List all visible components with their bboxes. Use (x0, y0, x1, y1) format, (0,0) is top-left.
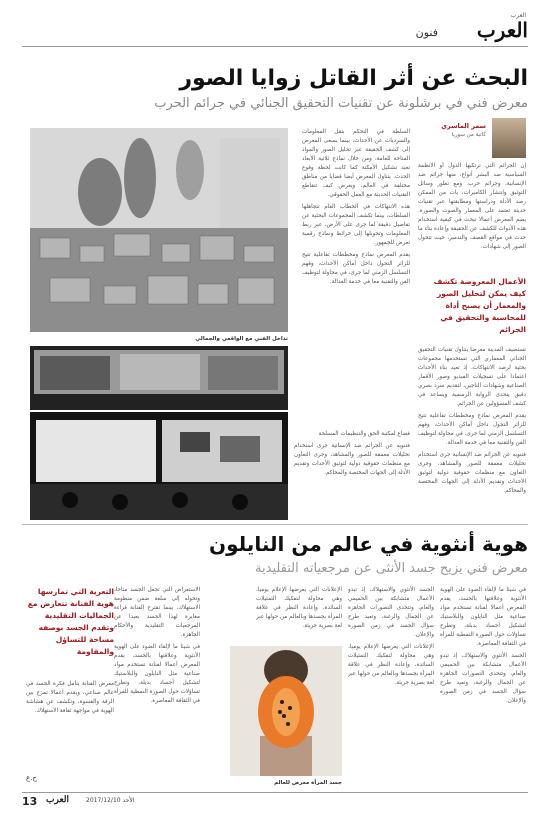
author-photo (492, 118, 526, 158)
section-divider (22, 524, 528, 525)
article1-column-right: إن الجرائم التي ترتكبها الدول أو الأنظمة السياسية ضد البشر أنواع، منها جرائم ضد الإنسانية، وجرائم حرب. ومع تطور وسائل التوثيق وانتشار الكاميرات، بات من الممكن رصد الأدلة ودراستها ومطابقتها عبر تقنيات حديثة تعتمد على المعمار والصوت والصورة. يضم المعرض أعمالا تبحث في كيفية استخدام هذه الأدوات للكشف عن الحقيقة وإعادة بناء ما حدث في مواقع القصف والتدمير، حيث تتحول الصور إلى شهادات. (418, 163, 526, 250)
author-box (426, 118, 526, 158)
author-name: سمر الماسري (441, 122, 486, 130)
newspaper-logo: العرب (476, 18, 528, 42)
image3-caption: جسد المرأة معرض للعالم (274, 780, 342, 786)
image1-caption: تداخل الفني مع الواقعي والجمالي (195, 336, 288, 342)
page-footer (22, 792, 528, 807)
article1-title: البحث عن أثر القاتل زوايا الصور (179, 66, 528, 91)
article2-column-1: في شيئا ما لإلقاء الضوء على الهوية الأنثوية وعلاقتها بالجسد، يقدم المعرض أعمالا لفنانة تستخدم مواد صناعية مثل النايلون والبلاستيك لتشكيل أجساد بديلة، وتطرح تساؤلات حول الصورة النمطية للمرأة في الثقافة المعاصرة. الجسد الأنثوي والاستهلاك، إذ تبدو الأعمال متشابكة بين الحميمي والعام، وتتحدى التصورات الجاهزة عن الجمال والرغبة، وتعيد طرح سؤال الجسد في زمن الصورة والإعلان. (440, 587, 526, 704)
article1-column-mid: السلطة في التحكم بنقل المعلومات والسرديات عن الأحداث، بينما يسعى المعرض إلى كشف الحقيقة عبر تحليل الصور والمواد المتاحة للعامة، ومن خلال نماذج ثلاثية الأبعاد تعيد تشكيل الأمكنة كما كانت لحظة وقوع الحدث. يتناول المعرض أيضا قضايا من مناطق مختلفة في العالم، ويعرض كيف تتقاطع التقنيات الحديثة مع العمل الحقوقي. هذه الانتهاكات في الخطاب العام تتجاهلها السلطات، بينما تكشف المجموعات البحثية عن تفاصيل دقيقة لما جرى على الأرض، عبر ربط المعلومات وتحويلها إلى خرائط ونماذج رقمية تعرض للجمهور. يقدم المعرض نماذج ومخططات تفاعلية تتيح للزائر التجول داخل أماكن الأحداث، وفهم التسلسل الزمني لما جرى، في محاولة لتوظيف الفن والتقنية معا في خدمة العدالة. (302, 129, 410, 285)
logo-caption: العرب (510, 12, 526, 19)
article2-subtitle: معرض فني يزيح جسد الأنثى عن مرجعياته التقليدية (255, 561, 528, 576)
article1-column-bottom-right: فضاع لمكتبة الحق والتنظيمات المسلحة فتنويه عن الجرائم ضد الإنسانية جرى استخدام تحليلات معمقة للصور والمشاهد، وجرى التعاون مع منظمات حقوقية دولية لتوثيق الأحداث وتقديم الأدلة إلى الجهات المختصة والمحاكم. (294, 431, 410, 476)
article2-pull-quote: التعرية التي تمارسها هوية الفنانة تتعارض مع الجماليات التقليدية وتقدم الجسد بوصفه مساحة للتساؤل والمقاومة (27, 587, 114, 656)
exhibition-hall-image (30, 412, 288, 520)
page-header (22, 14, 528, 47)
page-number: 13 (22, 795, 38, 808)
author-role: كاتبة من سوريا (451, 132, 486, 138)
article2-column-2: الجسد الأنثوي والاستهلاك، إذ تبدو الأعمال متشابكة بين الحميمي والعام، وتتحدى التصورات الجاهزة عن الجمال والرغبة، وتعيد طرح سؤال الجسد في زمن الصورة والإعلان. الإعلانات التي يعرضها الإعلام يوميا، وهي محاولة لتفكيك التمثيلات السائدة، وإعادة النظر في علاقة المرأة بجسدها وبالعالم من حولها عبر لغة بصرية جريئة. (348, 587, 434, 686)
article1-subtitle: معرض فني في برشلونة عن تقنيات التحقيق الجنائي في جرائم الحرب (154, 96, 528, 111)
ruined-city-model-image (30, 128, 288, 332)
article2-column-4: الاستعراض التي تجعل الجسد متاحا، وتحوله إلى سلعة ضمن منظومة الاستهلاك، بينما تقترح الفنانة قراءة مغايرة لهذا الجسد بعيدا عن المرجعيات التقليدية والأحكام الجاهزة. في شيئا ما لإلقاء الضوء على الهوية الأنثوية وعلاقتها بالجسد، يقدم المعرض أعمالا لفنانة تستخدم مواد صناعية مثل النايلون والبلاستيك لتشكيل أجساد بديلة، وتطرح تساؤلات حول الصورة النمطية للمرأة في الثقافة المعاصرة. (114, 587, 200, 704)
section-label: فنون (415, 26, 438, 39)
article2-column-3: الإعلانات التي يعرضها الإعلام يوميا، وهي محاولة لتفكيك التمثيلات السائدة، وإعادة النظر في علاقة المرأة بجسدها وبالعالم من حولها عبر لغة بصرية جريئة. (256, 587, 342, 629)
article1-pull-quote: الأعمال المعروضة تكشف كيف يمكن لتحليل الصور والمعمار أن يصبح أداة للمحاسبة والتحقيق في الجرائم (433, 277, 526, 334)
article1-column-right2: تستضيف المدينة معرضا يتناول تقنيات التحقيق الجنائي المعماري التي تستخدمها مجموعات بحثية لرصد الانتهاكات، إذ تعيد بناء الأحداث اعتمادا على تسجيلات الفيديو وصور الأقمار الصناعية وشهادات الناجين، لتقديم سرد بصري دقيق يتحدى الرواية الرسمية ويساعد في كشف المسؤولين عن الجرائم. يقدم المعرض نماذج ومخططات تفاعلية تتيح للزائر التجول داخل أماكن الأحداث، وفهم التسلسل الزمني لما جرى، في محاولة لتوظيف الفن والتقنية معا في خدمة العدالة. فتنويه عن الجرائم ضد الإنسانية جرى استخدام تحليلات معمقة للصور والمشاهد، وجرى التعاون مع منظمات حقوقية دولية لتوثيق الأحداث وتقديم الأدلة إلى الجهات المختصة والمحاكم. (418, 347, 526, 494)
footer-logo: العرب (46, 795, 70, 805)
signature: ح.ع (26, 774, 37, 782)
article2-column-5: معرض الفنانة يتأمل فكرة الجسد في عالم صناعي، ويقدم أعمالا تمزج بين الرقة والقسوة، وتكشف عن هشاشة الهوية في مواجهة ثقافة الاستهلاك. (26, 681, 114, 714)
article2-title: هوية أنثوية في عالم من النايلون (209, 532, 528, 556)
papaya-woman-image (230, 646, 342, 776)
exhibition-screen-image (30, 346, 288, 410)
issue-date: الأحد 2017/12/10 (86, 797, 135, 804)
